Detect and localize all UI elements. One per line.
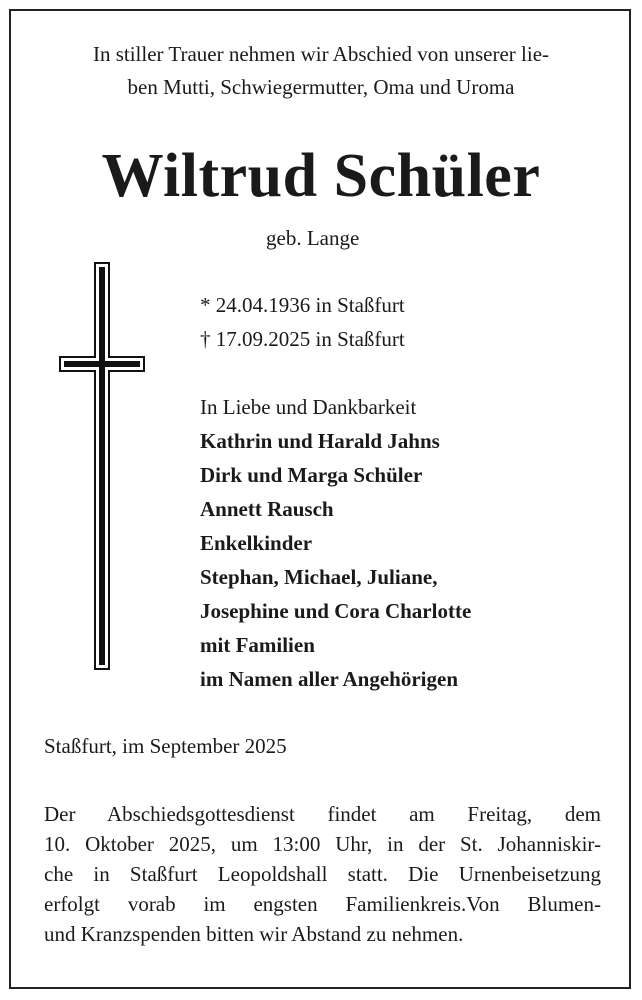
service-line: 10. Oktober 2025, um 13:00 Uhr, in der St. Johanniskir- xyxy=(44,832,601,856)
birth-date: * 24.04.1936 in Staßfurt xyxy=(200,293,405,317)
death-date: † 17.09.2025 in Staßfurt xyxy=(200,327,405,351)
mourner-line: Annett Rausch xyxy=(200,497,334,521)
mourner-line: mit Familien xyxy=(200,633,315,657)
intro-line: ben Mutti, Schwiegermutter, Oma und Uroma xyxy=(127,75,515,99)
cross-icon xyxy=(59,262,145,670)
mourner-line: Kathrin und Harald Jahns xyxy=(200,429,440,453)
place-and-date: Staßfurt, im September 2025 xyxy=(44,734,287,758)
maiden-name: geb. Lange xyxy=(266,226,360,250)
mourner-line: Dirk und Marga Schüler xyxy=(200,463,423,487)
service-line: erfolgt vorab im engsten Familienkreis.Von Blumen- xyxy=(44,892,601,916)
mourner-line: Josephine und Cora Charlotte xyxy=(200,599,472,623)
service-info xyxy=(44,799,601,949)
mourner-line: im Namen aller Angehörigen xyxy=(200,667,459,691)
mourners-list xyxy=(200,390,471,696)
deceased-name: Wiltrud Schüler xyxy=(101,142,541,210)
intro-line: In stiller Trauer nehmen wir Abschied von unserer lie- xyxy=(92,42,550,66)
intro-text xyxy=(0,38,642,104)
life-dates xyxy=(200,288,405,356)
service-line: che in Staßfurt Leopoldshall statt. Die Urnenbeisetzung xyxy=(44,862,601,886)
mourner-line: Stephan, Michael, Juliane, xyxy=(200,565,438,589)
mourners-heading: In Liebe und Dankbarkeit xyxy=(200,395,417,419)
mourner-line: Enkelkinder xyxy=(200,531,313,555)
service-line: und Kranzspenden bitten wir Abstand zu nehmen. xyxy=(44,922,464,946)
service-line: Der Abschiedsgottesdienst findet am Freitag, dem xyxy=(44,802,601,826)
